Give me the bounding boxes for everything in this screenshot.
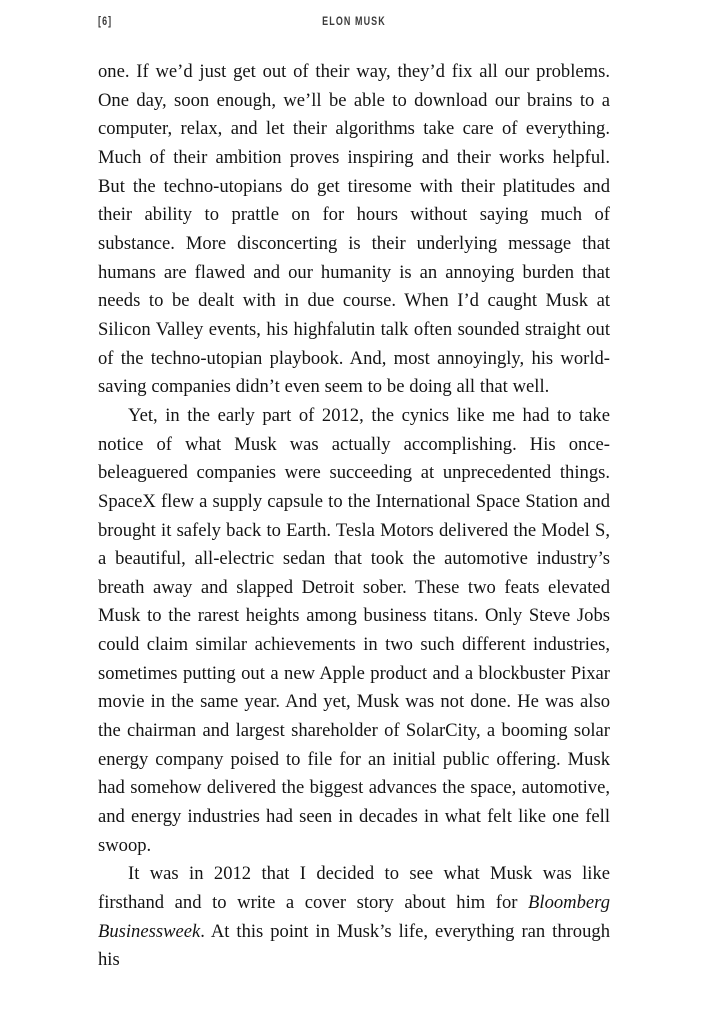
text-run: It was in 2012 that I decided to see what Musk was like firsthand and to write a cover story about him for	[98, 863, 610, 914]
paragraph-3	[98, 860, 610, 975]
text-run: . At this point in Musk’s life, everything ran through his	[98, 920, 610, 971]
body-text-block	[98, 58, 610, 975]
paragraph-2: Yet, in the early part of 2012, the cynics like me had to take notice of what Musk was actually accomplishing. His once-beleaguered companies were succeeding at unprecedented things. SpaceX flew a supply capsule to the International Space Station and brought it safely back to Earth. Tesla Motors delivered the Model S, a beautiful, all-electric sedan that took the automotive industry’s breath away and slapped Detroit sober. These two feats elevated Musk to the rarest heights among business titans. Only Steve Jobs could claim similar achievements in two such different industries, sometimes putting out a new Apple product and a blockbuster Pixar movie in the same year. And yet, Musk was not done. He was also the chairman and largest shareholder of SolarCity, a booming solar energy company poised to file for an initial public offering. Musk had somehow delivered the biggest advances the space, automotive, and energy industries had seen in decades in what felt like one fell swoop.	[98, 404, 610, 856]
italic-title-run: Bloomberg Businessweek	[98, 892, 610, 942]
running-head	[98, 13, 610, 31]
page-folio: [6]	[98, 16, 113, 28]
running-head-book-title: ELON MUSK	[322, 16, 386, 28]
paragraph-1: one. If we’d just get out of their way, they’d fix all our problems. One day, soon enough, we’ll be able to download our brains to a computer, relax, and let their algorithms take care of everything. Much of their ambition proves inspiring and their works helpful. But the techno-utopians do get tiresome with their platitudes and their ability to prattle on for hours without saying much of substance. More disconcerting is their underlying message that humans are flawed and our humanity is an annoying burden that needs to be dealt with in due course. When I’d caught Musk at Silicon Valley events, his highfalutin talk often sounded straight out of the techno-utopian playbook. And, most annoyingly, his world-saving companies didn’t even seem to be doing all that well.	[98, 61, 610, 398]
